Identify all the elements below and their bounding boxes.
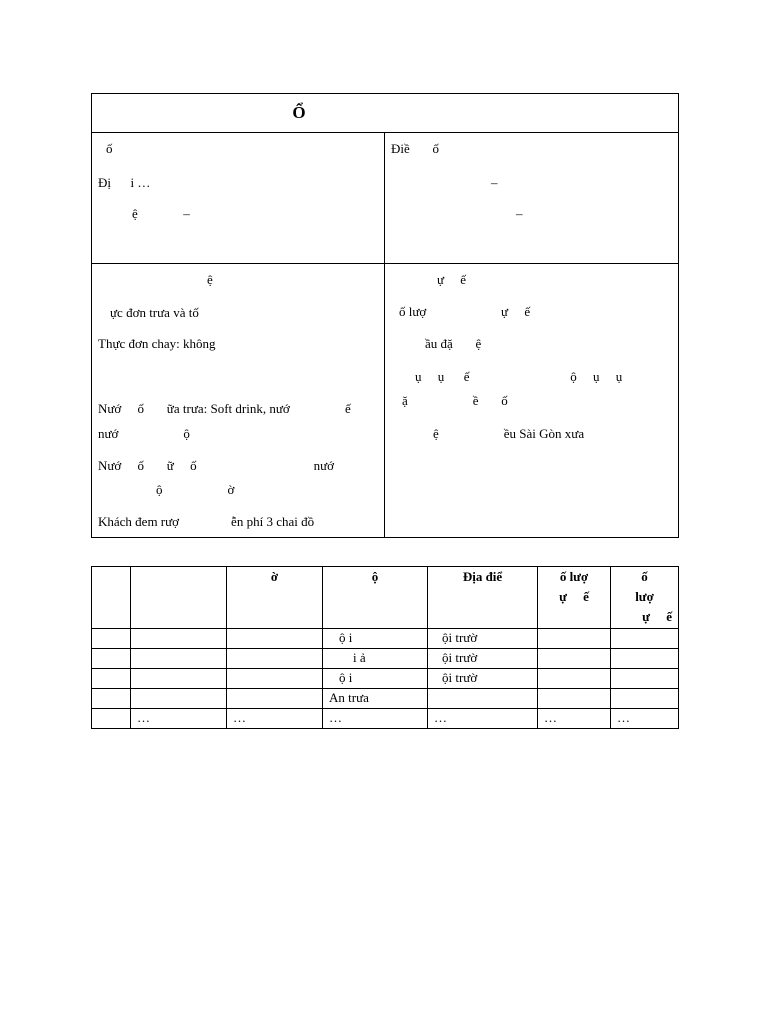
table-cell	[92, 669, 131, 689]
table-cell: ội trườ	[428, 629, 538, 649]
table-cell	[227, 629, 323, 649]
table-cell: ội trườ	[428, 669, 538, 689]
condition-line: –	[516, 206, 523, 221]
schedule-table	[91, 566, 679, 729]
table-cell	[611, 689, 679, 709]
table-cell	[611, 669, 679, 689]
menu-line: Khách đem rượ ễn phí 3 chai đồ	[98, 514, 315, 529]
table-cell: ộ i	[323, 629, 428, 649]
table-cell: …	[428, 709, 538, 729]
table-cell	[538, 649, 611, 669]
event-info-table	[91, 93, 679, 538]
table-cell	[428, 689, 538, 709]
table-cell: …	[227, 709, 323, 729]
table-row	[92, 689, 679, 709]
table-cell: ộ i	[323, 669, 428, 689]
detail-line: ệ –	[132, 206, 190, 221]
header-date	[131, 567, 227, 629]
header-time: ờ	[227, 567, 323, 629]
table-cell: ội trườ	[428, 649, 538, 669]
requirement-line: ụ ụ ế ộ ụ ụ	[415, 369, 623, 384]
requirement-line: ặ ề ố	[402, 393, 508, 408]
table-cell: …	[323, 709, 428, 729]
table-cell	[611, 649, 679, 669]
table-cell	[92, 629, 131, 649]
table-cell	[611, 629, 679, 649]
table-title-cell	[92, 94, 679, 133]
conditions-cell	[385, 133, 679, 264]
table-cell	[538, 629, 611, 649]
event-details-cell	[92, 133, 385, 264]
header-planned-count: ố lượ ự ế	[538, 567, 611, 629]
table-title: Ổ	[292, 103, 306, 122]
menu-line: nướ ộ	[98, 426, 190, 441]
header-actual-count: ố lượ ự ế	[611, 567, 679, 629]
table-cell	[92, 689, 131, 709]
requirement-line: ệ ều Sài Gòn xưa	[433, 426, 585, 441]
condition-line: –	[491, 175, 498, 190]
requirement-line: ầu đặ ệ	[425, 336, 482, 351]
menu-cell	[92, 264, 385, 538]
table-cell: An trưa	[323, 689, 428, 709]
header-location: Địa điể	[428, 567, 538, 629]
menu-line: ộ ờ	[156, 482, 235, 497]
table-row	[92, 709, 679, 729]
table-cell: …	[611, 709, 679, 729]
table-cell	[131, 629, 227, 649]
table-cell: …	[131, 709, 227, 729]
table-cell	[538, 689, 611, 709]
table-cell	[131, 669, 227, 689]
table-row	[92, 629, 679, 649]
table-row	[92, 649, 679, 669]
requirement-line: ố lượ ự ế	[399, 304, 531, 319]
menu-line: Thực đơn chay: không	[98, 336, 216, 351]
table-cell: …	[538, 709, 611, 729]
table-cell	[227, 649, 323, 669]
header-activity: ộ	[323, 567, 428, 629]
table-cell: i ả	[323, 649, 428, 669]
table-cell	[131, 649, 227, 669]
table-header-row	[92, 567, 679, 629]
requirements-cell	[385, 264, 679, 538]
detail-line: Đị i …	[98, 175, 151, 190]
table-cell	[92, 649, 131, 669]
table-cell	[227, 669, 323, 689]
table-cell	[131, 689, 227, 709]
menu-line: Nướ ố ữ ố nướ	[98, 458, 335, 473]
table-row	[92, 669, 679, 689]
menu-line: Nướ ố ữa trưa: Soft drink, nướ ế	[98, 401, 351, 416]
header-no	[92, 567, 131, 629]
condition-line: Điề ố	[391, 141, 440, 156]
detail-line: ố	[106, 141, 113, 156]
table-cell	[227, 689, 323, 709]
table-cell	[92, 709, 131, 729]
table-cell	[538, 669, 611, 689]
menu-line: ệ	[207, 272, 213, 287]
requirement-line: ự ế	[437, 272, 467, 287]
menu-line: ực đơn trưa và tố	[110, 305, 199, 320]
